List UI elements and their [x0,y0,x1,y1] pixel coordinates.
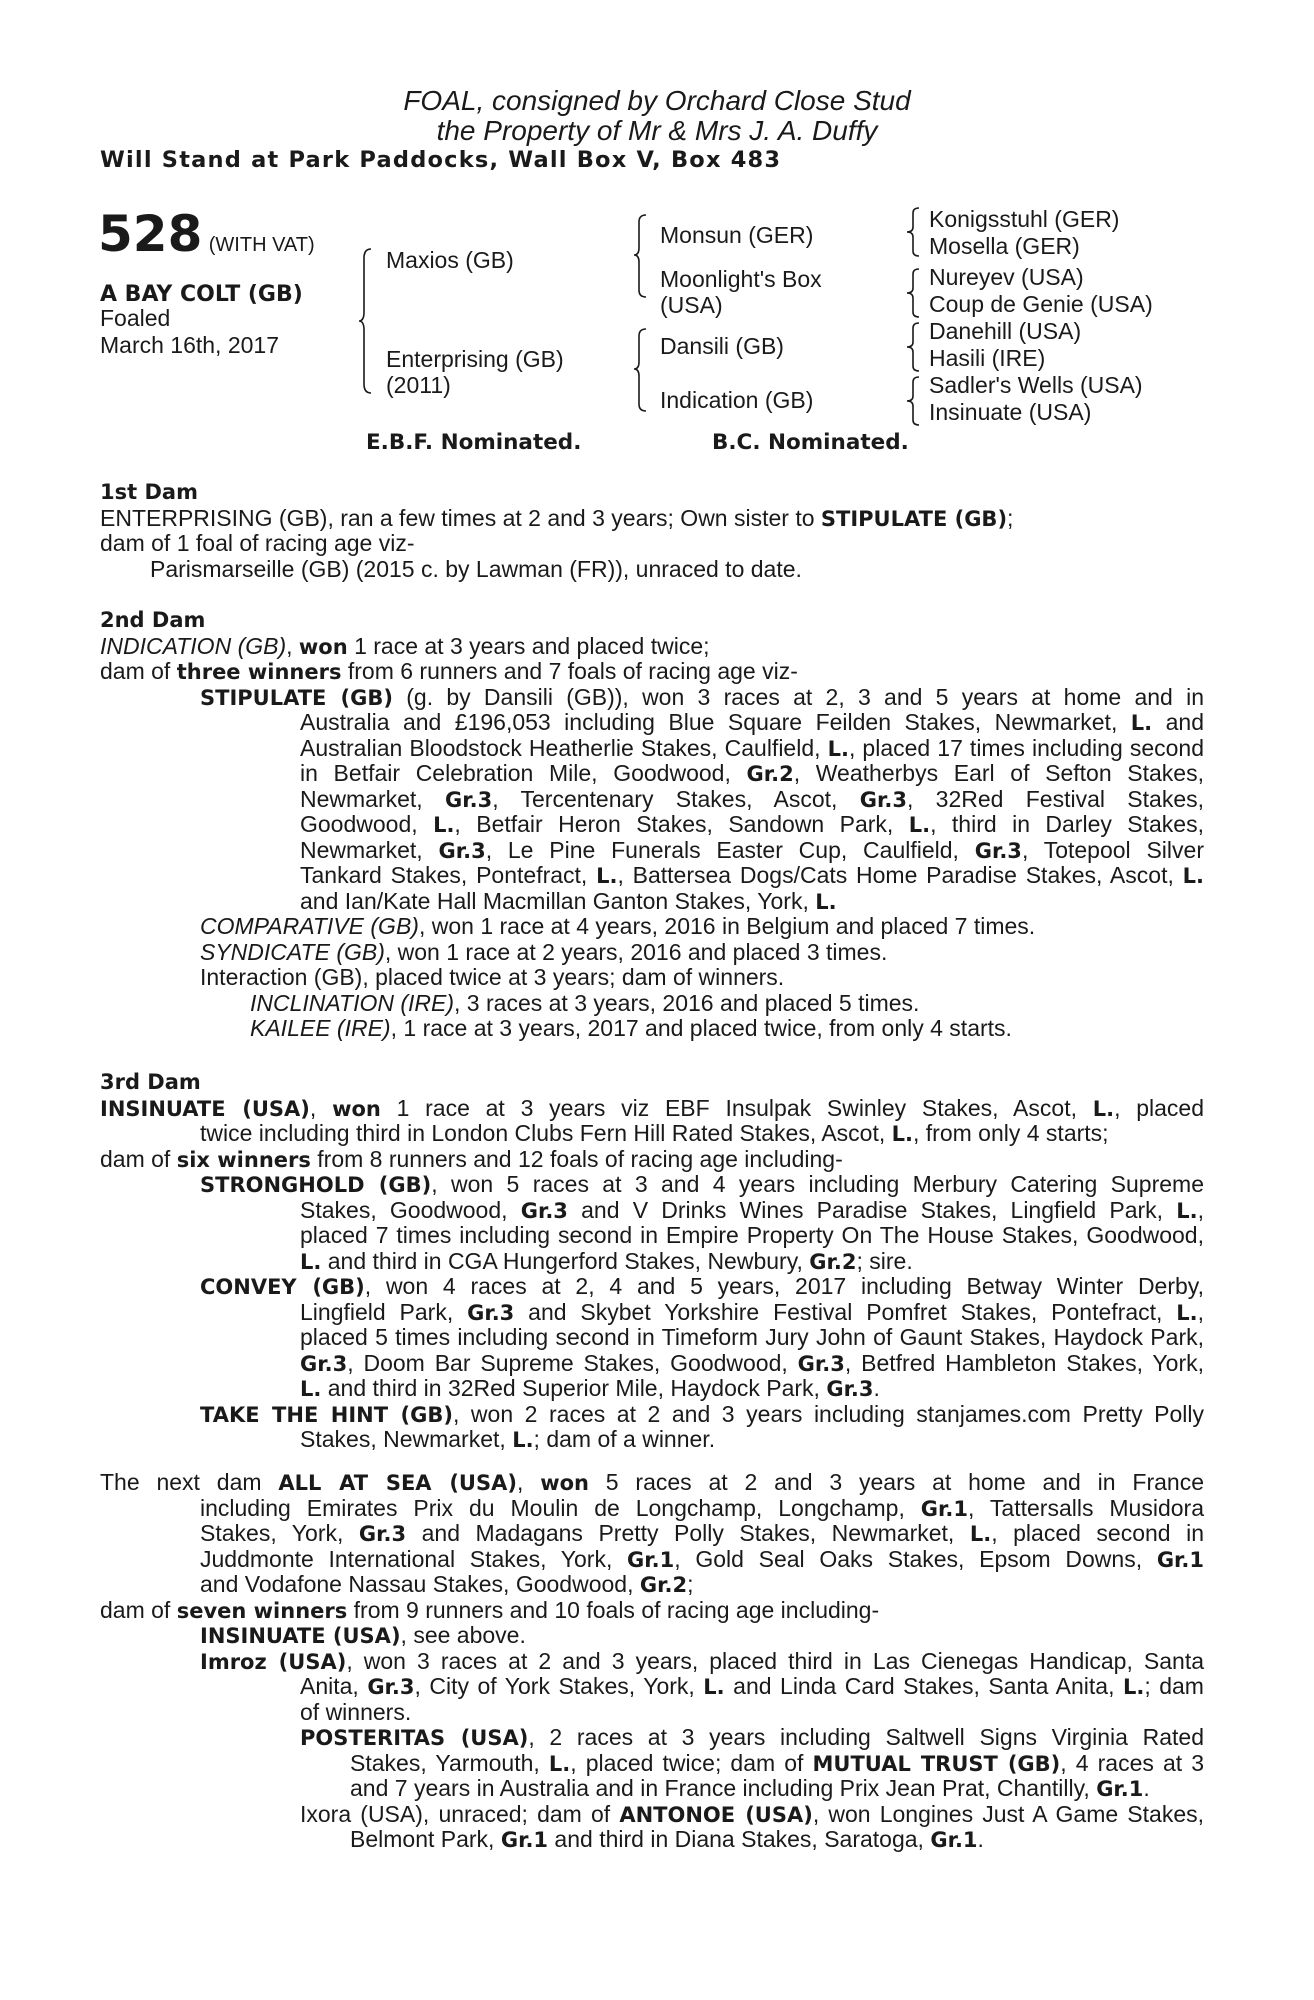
text-line: dam of 1 foal of racing age viz- [100,530,415,556]
sire-sire-dam: Mosella (GER) [929,233,1080,259]
text-line: The next dam ALL AT SEA (USA), won 5 races at 2 and 3 years at home and in France [100,1469,1204,1495]
dam-line2: (2011) [386,372,451,398]
foaled-label: Foaled [100,305,171,331]
text-line: Australian Bloodstock Heatherlie Stakes, Caulfield, L., placed 17 times including second [300,734,1204,761]
text-line: and 7 years in Australia and in France including Prix Jean Prat, Chantilly, Gr.1. [350,1775,1150,1801]
text-line: Stakes, Newmarket, L.; dam of a winner. [300,1426,716,1452]
dam-dam: Indication (GB) [660,387,814,413]
sire-dam-sire: Nureyev (USA) [929,264,1084,290]
foaled-date: March 16th, 2017 [100,332,280,358]
text-line: INDICATION (GB), won 1 race at 3 years and placed twice; [100,632,710,659]
text-line: Stakes, York, Gr.3 and Madagans Pretty Polly Stakes, Newmarket, L., placed second in [200,1520,1205,1546]
sire-dam-line1: Moonlight's Box [660,266,822,292]
text-line: Goodwood, L., Betfair Heron Stakes, Sandown Park, L., third in Darley Stakes, [300,811,1204,837]
brace-dd [906,376,920,426]
dam-sire: Dansili (GB) [660,333,784,359]
consignor-line: FOAL, consigned by Orchard Close Stud [403,85,911,116]
section-heading: 2nd Dam [100,608,206,632]
sire-sire: Monsun (GER) [660,222,814,248]
text-line: and Vodafone Nassau Stakes, Goodwood, Gr.2; [200,1571,694,1597]
sire: Maxios (GB) [386,247,514,273]
second-dam-section [100,608,1204,1042]
text-line: Stakes, Goodwood, Gr.3 and V Drinks Wines Paradise Stakes, Lingfield Park, L., [300,1196,1205,1223]
text-line: Newmarket, Gr.3, Le Pine Funerals Easter Cup, Caulfield, Gr.3, Totepool Silver [300,836,1204,863]
text-line: placed 7 times including second in Empire Property On The House Stakes, Goodwood, [300,1222,1204,1248]
text-line: placed 5 times including second in Timeform Jury John of Gaunt Stakes, Haydock Park, [300,1324,1204,1350]
lot-number-row [98,205,315,263]
sire-dam-dam: Coup de Genie (USA) [929,291,1153,317]
brace-sd [906,268,920,318]
text-line: Tankard Stakes, Pontefract, L., Battersea Dogs/Cats Home Paradise Stakes, Ascot, L. [300,862,1204,888]
dam-sire-dam: Hasili (IRE) [929,345,1046,371]
next-dam-section [100,1470,1204,1853]
brace-ds [906,322,920,372]
text-line: in Betfair Celebration Mile, Goodwood, Gr.2, Weatherbys Earl of Sefton Stakes, [300,760,1204,786]
text-line: Australia and £196,053 including Blue Square Feilden Stakes, Newmarket, L. and [300,709,1204,735]
text-line: Parismarseille (GB) (2015 c. by Lawman (FR)), unraced to date. [150,555,802,582]
text-line: of winners. [300,1698,412,1725]
text-line: Imroz (USA), won 3 races at 2 and 3 years, placed third in Las Cienegas Handicap, Santa [200,1647,1204,1674]
text-line: Juddmonte International Stakes, York, Gr.1, Gold Seal Oaks Stakes, Epsom Downs, Gr.1 [200,1545,1205,1572]
text-line: Ixora (USA), unraced; dam of ANTONOE (USA), won Longines Just A Game Stakes, [300,1800,1205,1827]
text-line: INSINUATE (USA), see above. [200,1622,526,1648]
sire-dam-line2: (USA) [660,292,723,318]
dam-dam-sire: Sadler's Wells (USA) [929,372,1143,398]
text-line: INSINUATE (USA), won 1 race at 3 years viz EBF Insulpak Swinley Stakes, Ascot, L., placed [100,1094,1205,1121]
text-line: dam of six winners from 8 runners and 12 foals of racing age including- [100,1145,843,1172]
text-line: COMPARATIVE (GB), won 1 race at 4 years, 2016 in Belgium and placed 7 times. [200,913,1036,939]
text-line: TAKE THE HINT (GB), won 2 races at 2 and 3 years including stanjames.com Pretty Polly [200,1400,1204,1427]
dam-side-brace [633,328,647,412]
text-line: STIPULATE (GB) (g. by Dansili (GB)), won 3 races at 2, 3 and 5 years at home and in [200,683,1204,710]
text-line: Stakes, Yarmouth, L., placed twice; dam of MUTUAL TRUST (GB), 4 races at 3 [350,1749,1205,1776]
dam-sire-sire: Danehill (USA) [929,318,1082,344]
text-line: L. and third in CGA Hungerford Stakes, Newbury, Gr.2; sire. [300,1247,913,1274]
section-heading: 1st Dam [100,480,198,504]
text-line: including Emirates Prix du Moulin de Longchamp, Longchamp, Gr.1, Tattersalls Musidora [200,1494,1204,1521]
stand-line: Will Stand at Park Paddocks, Wall Box V, Box 483 [100,147,782,173]
text-line: Anita, Gr.3, City of York Stakes, York, L. and Linda Card Stakes, Santa Anita, L.; dam [300,1673,1204,1699]
sire-sire-sire: Konigsstuhl (GER) [929,206,1120,232]
text-line: twice including third in London Clubs Fern Hill Rated Stakes, Ascot, L., from only 4 starts; [200,1120,1109,1146]
text-line: INCLINATION (IRE), 3 races at 3 years, 2016 and placed 5 times. [250,989,920,1016]
text-line: Lingfield Park, Gr.3 and Skybet Yorkshire Festival Pomfret Stakes, Pontefract, L., [300,1298,1205,1325]
text-line: Belmont Park, Gr.1 and third in Diana Stakes, Saratoga, Gr.1. [350,1826,984,1852]
text-line: SYNDICATE (GB), won 1 race at 2 years, 2016 and placed 3 times. [200,938,888,965]
text-line: POSTERITAS (USA), 2 races at 3 years including Saltwell Signs Virginia Rated [300,1724,1205,1750]
text-line: ENTERPRISING (GB), ran a few times at 2 and 3 years; Own sister to STIPULATE (GB); [100,504,1014,531]
section-heading: 3rd Dam [100,1070,201,1094]
text-line: KAILEE (IRE), 1 race at 3 years, 2017 and placed twice, from only 4 starts. [250,1015,1012,1041]
bc-nominated: B.C. Nominated. [712,430,909,455]
text-line: Interaction (GB), placed twice at 3 years; dam of winners. [200,964,785,990]
third-dam-section [100,1070,1204,1453]
ebf-nominated: E.B.F. Nominated. [366,430,582,455]
sire-side-brace [633,214,647,298]
property-line: the Property of Mr & Mrs J. A. Duffy [436,115,878,146]
lot-number: 528 [98,205,203,263]
dam-line1: Enterprising (GB) [386,346,564,372]
text-line: dam of seven winners from 9 runners and 10 foals of racing age including- [100,1596,880,1623]
text-line: CONVEY (GB), won 4 races at 2, 4 and 5 years, 2017 including Betway Winter Derby, [200,1273,1204,1299]
brace-ss [906,207,920,257]
sire-brace [358,248,372,394]
lot-description: A BAY COLT (GB) [100,282,303,307]
first-dam-section [100,480,1204,582]
text-line: L. and third in 32Red Superior Mile, Haydock Park, Gr.3. [300,1375,880,1401]
vat-label: (WITH VAT) [208,234,315,256]
text-line: dam of three winners from 6 runners and 7 foals of racing age viz- [100,658,798,684]
text-line: Gr.3, Doom Bar Supreme Stakes, Goodwood, Gr.3, Betfred Hambleton Stakes, York, [300,1349,1204,1376]
text-line: and Ian/Kate Hall Macmillan Ganton Stakes, York, L. [300,887,837,914]
text-line: STRONGHOLD (GB), won 5 races at 3 and 4 years including Merbury Catering Supreme [200,1171,1204,1197]
dam-dam-dam: Insinuate (USA) [929,399,1092,425]
text-line: Newmarket, Gr.3, Tercentenary Stakes, Ascot, Gr.3, 32Red Festival Stakes, [300,785,1204,812]
